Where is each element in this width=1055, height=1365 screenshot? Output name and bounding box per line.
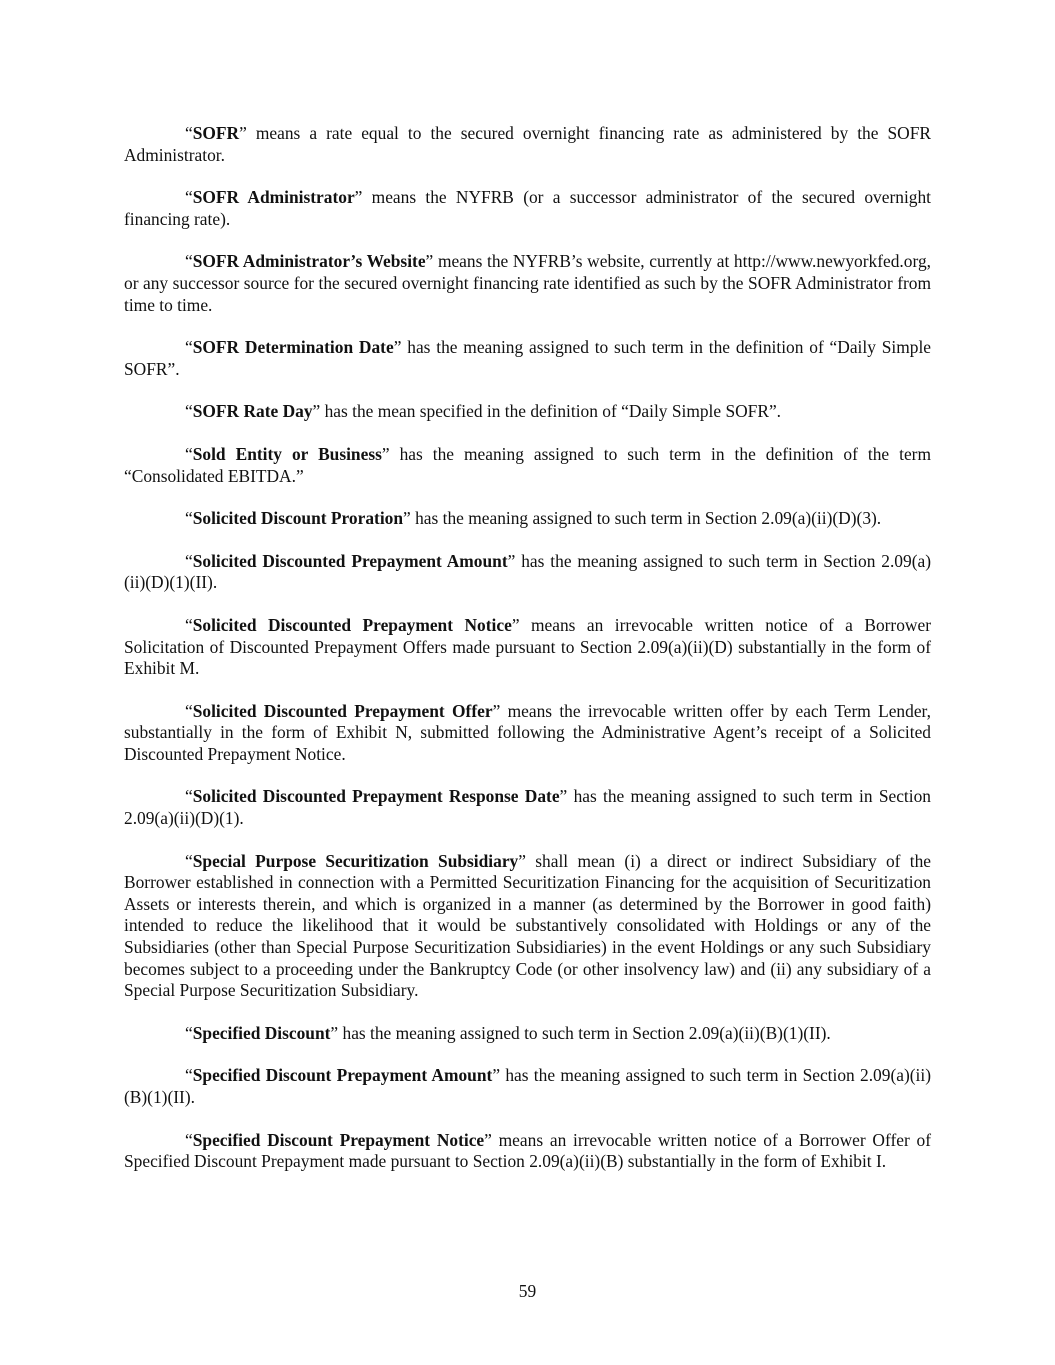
- defined-term: Specified Discount Prepayment Notice: [192, 1129, 485, 1150]
- defined-term: Solicited Discounted Prepayment Response Date: [192, 786, 560, 807]
- definition-paragraph: “Specified Discount Prepayment Amount” has the meaning assigned to such term in Section 2.09(a)(ii)(B)(1)(II).: [124, 1065, 931, 1107]
- definition-paragraph: “Specified Discount” has the meaning assigned to such term in Section 2.09(a)(ii)(B)(1)(II).: [185, 1022, 831, 1043]
- definition-paragraph: “SOFR Determination Date” has the meaning assigned to such term in the definition of “Daily Simple SOFR”.: [124, 337, 931, 379]
- definition-text: means a rate equal to the secured overnight financing rate as administered by the SOFR Administrator.: [124, 123, 931, 165]
- definition-paragraph: “SOFR Administrator” means the NYFRB (or a successor administrator of the secured overnight financing rate).: [124, 187, 932, 229]
- definition-paragraph: “SOFR Administrator’s Website” means the NYFRB’s website, currently at http://www.newyorkfed.org, or any successor source for the secured overnight financing rate identified as such by the SOFR Administrator from time to time.: [124, 251, 931, 315]
- defined-term: Solicited Discounted Prepayment Offer: [192, 700, 493, 721]
- defined-term: Solicited Discounted Prepayment Amount: [192, 550, 508, 571]
- page-number: 59: [518, 1281, 537, 1301]
- definition-text: means an irrevocable written notice of a Borrower Offer of Specified Discount Prepayment made pursuant to Section 2.09(a)(ii)(B) substantially in the form of Exhibit I.: [124, 1129, 931, 1172]
- definition-text: has the meaning assigned to such term in Section 2.09(a)(ii)(B)(1)(II).: [124, 1065, 931, 1107]
- definition-paragraph: “Solicited Discounted Prepayment Offer” means the irrevocable written offer by each Term Lender, substantially in the form of Exhibit N, submitted following the Administrative Agent’s receipt of a Solicited Discounted Prepayment Notice.: [124, 700, 931, 764]
- defined-term: Solicited Discount Proration: [192, 508, 404, 529]
- defined-term: Sold Entity or Business: [192, 443, 382, 464]
- definition-text: means the irrevocable written offer by each Term Lender, substantially in the form of Exhibit N, submitted following the Administrative Agent’s receipt of a Solicited Discounted Prepayment Notice.: [124, 700, 931, 764]
- defined-term: Solicited Discounted Prepayment Notice: [192, 614, 512, 635]
- definition-text: means the NYFRB’s website, currently at http://www.newyorkfed.org, or any successor source for the secured overnight financing rate identified as such by the SOFR Administrator from time to time.: [124, 251, 931, 315]
- definition-paragraph: “Solicited Discounted Prepayment Amount” has the meaning assigned to such term in Section 2.09(a)(ii)(D)(1)(II).: [124, 550, 931, 593]
- definition-text: shall mean (i) a direct or indirect Subsidiary of the Borrower established in connection with a Permitted Securitization Financing for the acquisition of Securitization Assets or interests therein, and which is organized in a manner (as determined by the Borrower in good faith) intended to reduce the likelihood that it would be substantively consolidated with Holdings or any of the Subsidiaries (other than Special Purpose Securitization Subsidiaries) in the event Holdings or any such Subsidiary becomes subject to a proceeding under the Bankruptcy Code (or other insolvency law) and (ii) any subsidiary of a Special Purpose Securitization Subsidiary.: [124, 850, 931, 1001]
- definition-text: has the meaning assigned to such term in the definition of the term “Consolidated EBITDA.”: [124, 443, 931, 486]
- definition-text: has the meaning assigned to such term in Section 2.09(a)(ii)(D)(1).: [124, 786, 931, 829]
- defined-term: SOFR Determination Date: [192, 337, 394, 358]
- definition-paragraph: “Specified Discount Prepayment Notice” means an irrevocable written notice of a Borrower Offer of Specified Discount Prepayment made pursuant to Section 2.09(a)(ii)(B) substantially in the form of Exhibit I.: [124, 1129, 931, 1172]
- definition-text: has the meaning assigned to such term in Section 2.09(a)(ii)(D)(3).: [410, 508, 882, 529]
- definition-paragraph: “Special Purpose Securitization Subsidiary” shall mean (i) a direct or indirect Subsidiary of the Borrower established in connection with a Permitted Securitization Financing for the acquisition of Securitization Assets or interests therein, and which is organized in a manner (as determined by the Borrower in good faith) intended to reduce the likelihood that it would be substantively consolidated with Holdings or any of the Subsidiaries (other than Special Purpose Securitization Subsidiaries) in the event Holdings or any such Subsidiary becomes subject to a proceeding under the Bankruptcy Code (or other insolvency law) and (ii) any subsidiary of a Special Purpose Securitization Subsidiary.: [124, 850, 931, 1001]
- definition-paragraph: “SOFR” means a rate equal to the secured overnight financing rate as administered by the SOFR Administrator.: [124, 123, 931, 165]
- definition-text: has the meaning assigned to such term in Section 2.09(a)(ii)(D)(1)(II).: [124, 550, 931, 593]
- definition-paragraph: “Solicited Discounted Prepayment Notice” means an irrevocable written notice of a Borrower Solicitation of Discounted Prepayment Offers made pursuant to Section 2.09(a)(ii)(D) substantially in the form of Exhibit M.: [124, 614, 931, 679]
- definition-paragraph: “SOFR Rate Day” has the mean specified in the definition of “Daily Simple SOFR”.: [185, 401, 782, 422]
- defined-term: Specified Discount Prepayment Amount: [192, 1065, 493, 1086]
- defined-term: SOFR Rate Day: [192, 401, 313, 422]
- defined-term: SOFR Administrator’s Website: [192, 251, 426, 272]
- definition-text: has the meaning assigned to such term in the definition of “Daily Simple SOFR”.: [124, 337, 931, 379]
- definition-paragraph: “Solicited Discount Proration” has the meaning assigned to such term in Section 2.09(a)(ii)(D)(3).: [185, 508, 882, 529]
- definition-text: means an irrevocable written notice of a Borrower Solicitation of Discounted Prepayment Offers made pursuant to Section 2.09(a)(ii)(D) substantially in the form of Exhibit M.: [124, 614, 931, 679]
- defined-term: SOFR Administrator: [192, 187, 355, 208]
- definition-paragraph: “Sold Entity or Business” has the meaning assigned to such term in the definition of the term “Consolidated EBITDA.”: [124, 443, 931, 486]
- definition-paragraph: “Solicited Discounted Prepayment Response Date” has the meaning assigned to such term in Section 2.09(a)(ii)(D)(1).: [124, 786, 931, 829]
- definition-text: means the NYFRB (or a successor administrator of the secured overnight financing rate).: [124, 187, 932, 229]
- definition-text: has the mean specified in the definition of “Daily Simple SOFR”.: [320, 401, 782, 422]
- defined-term: SOFR: [192, 123, 240, 143]
- defined-term: Specified Discount: [192, 1022, 331, 1043]
- definitions-list: [124, 123, 931, 1194]
- defined-term: Special Purpose Securitization Subsidiary: [192, 850, 519, 871]
- definition-text: has the meaning assigned to such term in Section 2.09(a)(ii)(B)(1)(II).: [338, 1022, 831, 1043]
